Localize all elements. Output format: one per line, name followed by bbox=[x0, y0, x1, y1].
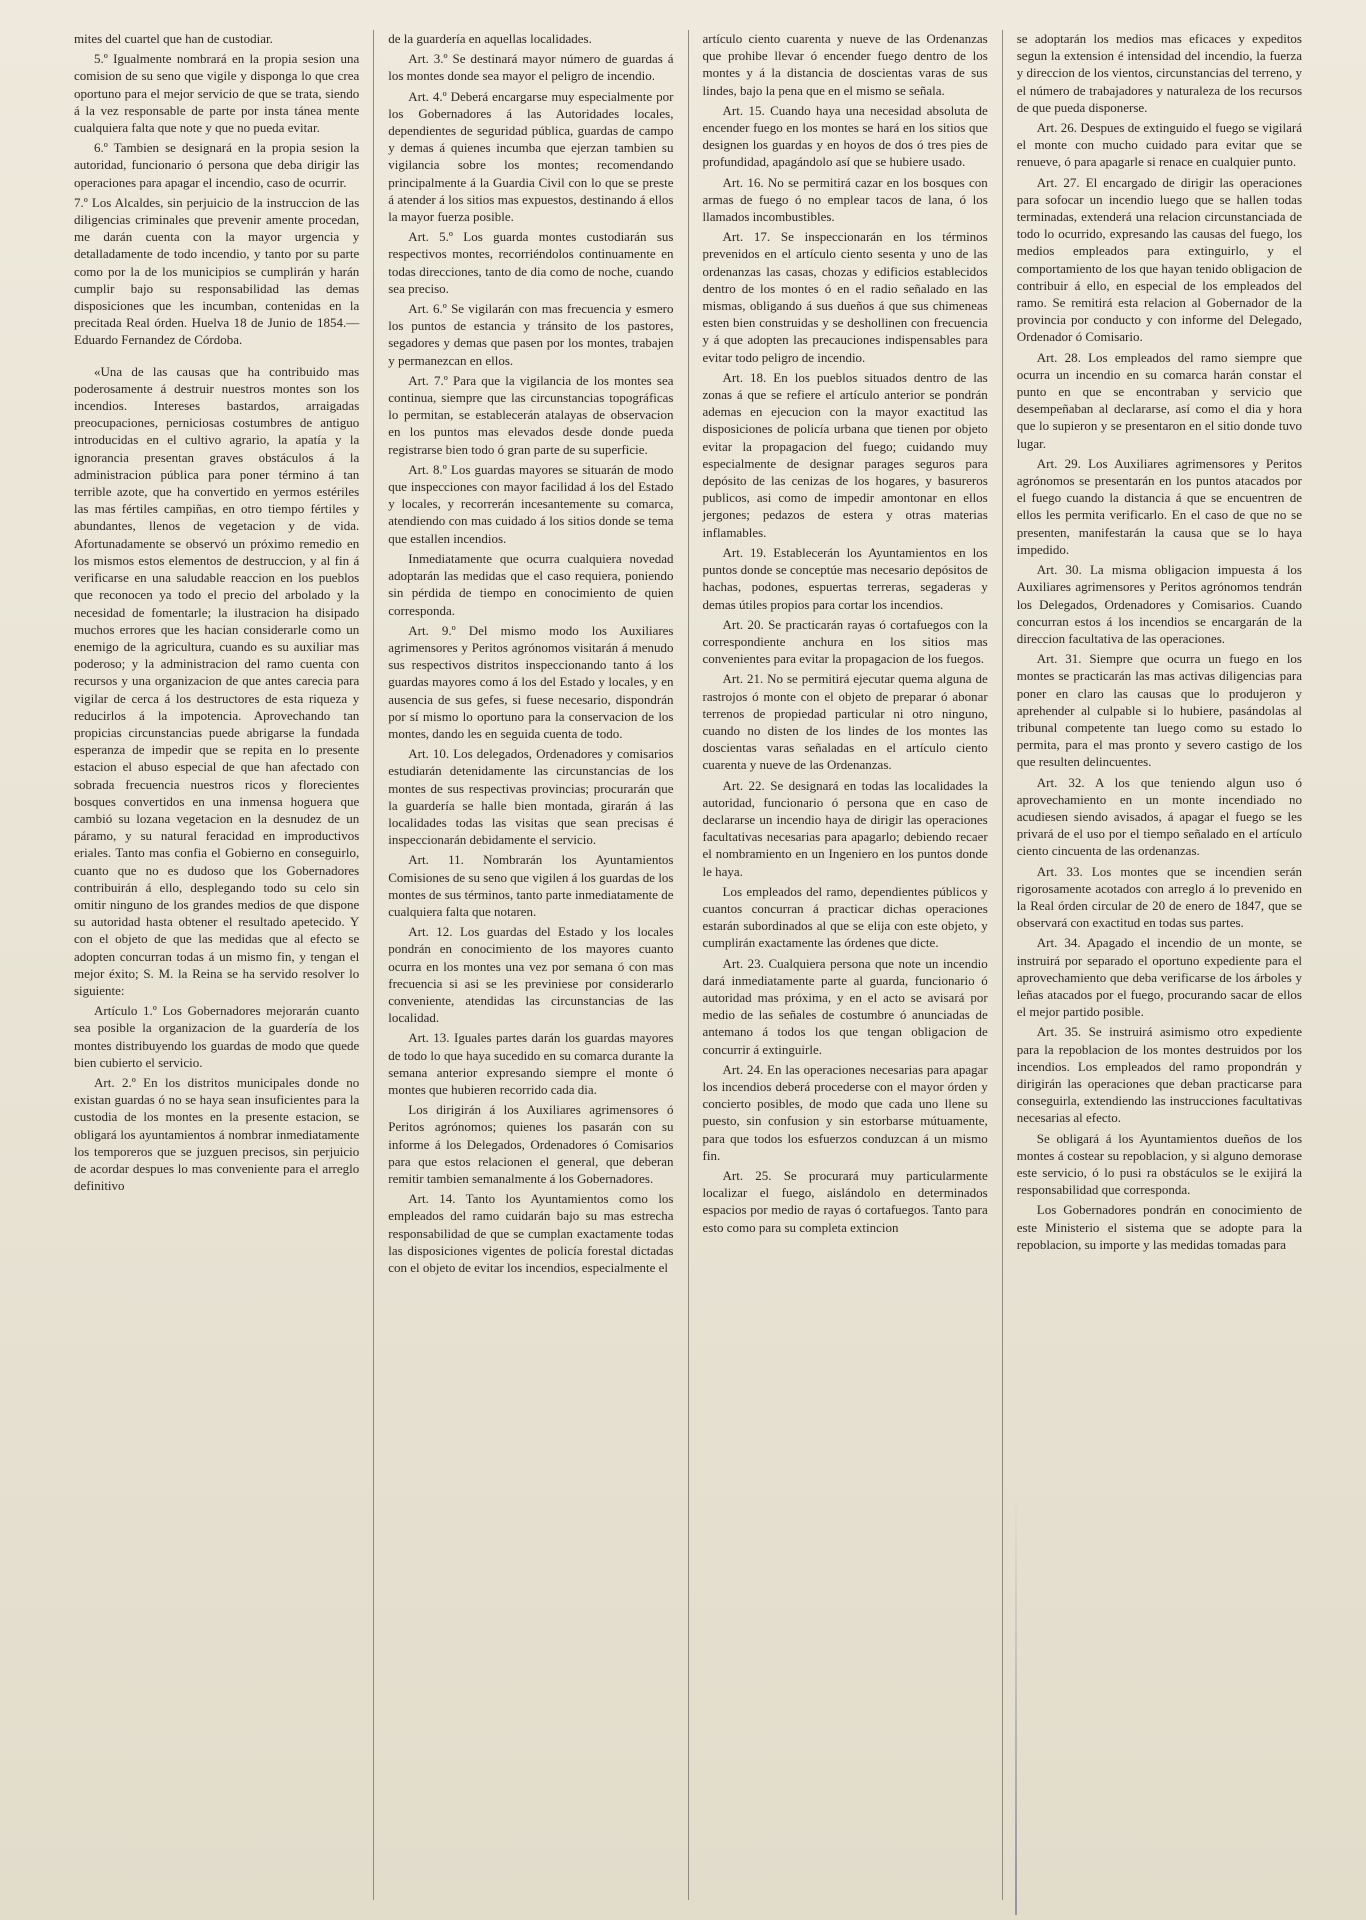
paragraph: Art. 13. Iguales partes darán los guardas mayores de todo lo que haya sucedido en su comarca durante la semana anterior expresando siempre el monte ó montes que hubieren recorrido cada dia. bbox=[388, 1030, 674, 1097]
paragraph: Art. 6.º Se vigilarán con mas frecuencia y esmero los puntos de estancia y tránsito de los pastores, segadores y demas que pasen por los montes, trabajen y permanezcan en ellos. bbox=[388, 301, 674, 368]
paragraph: Art. 35. Se instruirá asimismo otro expediente para la repoblacion de los montes destruidos por los incendios. Los empleados del ramo propondrán y dirigirán las operaciones que deban practicarse para conseguirla, extendiendo las instrucciones facultativas necesarias al efecto. bbox=[1016, 1024, 1302, 1126]
paragraph: Art. 19. Establecerán los Ayuntamientos en los puntos donde se conceptúe mas necesario depósitos de hachas, podones, espuertas terreras, segaderas y demas útiles propios para cortar los incendios. bbox=[702, 544, 988, 612]
paragraph: artículo ciento cuarenta y nueve de las Ordenanzas que prohibe llevar ó encender fuego dentro de los montes y á la distancia de doscientas varas de sus lindes, bajo la pena que en el mismo se señala. bbox=[702, 31, 988, 98]
paragraph: Art. 11. Nombrarán los Ayuntamientos Comisiones de su seno que vigilen á los guardas de los montes de sus términos, tanto parte inmediatamente de cualquiera falta que notaren. bbox=[388, 852, 674, 919]
paragraph: Art. 15. Cuando haya una necesidad absoluta de encender fuego en los montes se hará en los sitios que designen los guardas y en hoyos de dos ó tres pies de profundidad, apagándolo así que se hubiere usado. bbox=[702, 102, 988, 170]
paragraph: Los empleados del ramo, dependientes públicos y cuantos concurran á practicar dichas operaciones estarán subordinados al que se elija con este objeto, y cumplirán exactamente las órdenes que dicte. bbox=[702, 883, 988, 951]
paragraph: Art. 31. Siempre que ocurra un fuego en los montes se practicarán las mas activas diligencias para poner en claro las causas que lo produjeron y aprehender al culpable si lo hubiere, pasándolas al tribunal competente tan luego como su estado lo permita, para el mas pronto y severo castigo de los que resulten delincuentes. bbox=[1016, 651, 1302, 770]
column-4 bbox=[1002, 30, 1316, 1900]
paragraph: Art. 27. El encargado de dirigir las operaciones para sofocar un incendio luego que se hallen todas terminadas, extenderá una relacion circunstanciada de todo lo ocurrido, expresando las causas del fuego, los medios empleados para extinguirlo, y el comportamiento de los que hayan tenido obligacion de contribuir á ello, en especial de los empleados del ramo. Se remitirá esta relacion al Gobernador de la provincia por conducto y con informe del Delegado, Ordenador ó Comisario. bbox=[1016, 174, 1302, 345]
paragraph: Se obligará á los Ayuntamientos dueños de los montes á costear su repoblacion, y si alguno demorase este servicio, ó lo pusi ra obstáculos se le exijirá la responsabilidad que corresponda. bbox=[1016, 1130, 1302, 1198]
paragraph: Art. 10. Los delegados, Ordenadores y comisarios estudiarán detenidamente las circunstancias de los montes de sus respectivas provincias; procurarán que la guardería se halle bien montada, girarán á las localidades todas las visitas que sean precisas é inspeccionarán debidamente el servicio. bbox=[388, 746, 674, 848]
paragraph: Inmediatamente que ocurra cualquiera novedad adoptarán las medidas que el caso requiera, poniendo sin pérdida de tiempo en conocimiento de quien corresponda. bbox=[388, 550, 674, 618]
paragraph: mites del cuartel que han de custodiar. bbox=[74, 31, 273, 46]
paragraph: Art. 2.º En los distritos municipales donde no existan guardas ó no se haya sean insuficientes para la custodia de los montes en la presente estacion, se obligará los ayuntamientos á nombrar inmediatamente los temporeros que se juzguen precisos, sin perjuicio de acordar despues lo mas conveniente para el arreglo definitivo bbox=[74, 1074, 360, 1194]
paragraph: Art. 18. En los pueblos situados dentro de las zonas á que se refiere el artículo anterior se pondrán ademas en ejecucion con la mayor exactitud las disposiciones de policía urbana que tienen por objeto evitar la propagacion del fuego; cuidando muy especialmente de designar parages seguros para depósito de las cenizas de los hogares, y basureros publicos, asi como de impedir amontonar en ellos jergones; pedazos de estera y otras materias inflamables. bbox=[702, 369, 988, 540]
paragraph: Art. 21. No se permitirá ejecutar quema alguna de rastrojos ó monte con el objeto de preparar ó abonar terrenos de propiedad particular ni otro ninguno, cuando no disten de los lindes de los montes las doscientas varas señaladas en el artículo ciento cuarenta y nueve de las Ordenanzas. bbox=[702, 671, 988, 773]
paragraph: 7.º Los Alcaldes, sin perjuicio de la instruccion de las diligencias criminales que prevenir amente procedan, me darán cuenta con la mayor urgencia y detalladamente de todo incendio, y tanto por su parte como por la de los municipios se cumplirán y harán cumplir bajo su responsabilidad las demas disposiciones que les incumban, contenidas en la precitada Real órden. Huelva 18 de Junio de 1854.—Eduardo Fernandez de Córdoba. bbox=[74, 194, 360, 348]
paragraph: Art. 5.º Los guarda montes custodiarán sus respectivos montes, recorriéndolos continuamente en todas direcciones, tanto de dia como de noche, cuando sea preciso. bbox=[388, 229, 674, 296]
paragraph: Art. 30. La misma obligacion impuesta á los Auxiliares agrimensores y Peritos agrónomos tendrán los Delegados, Ordenadores y Comisarios. Cuando concurran estos á los incendios se encargarán de la direccion facultativa de las operaciones. bbox=[1016, 562, 1302, 646]
paragraph: se adoptarán los medios mas eficaces y expeditos segun la extension é intensidad del incendio, la fuerza y direccion de los vientos, circunstancias del terreno, y el número de trabajadores y naturaleza de los recursos de que pueda disponerse. bbox=[1016, 31, 1302, 115]
paragraph: 5.º Igualmente nombrará en la propia sesion una comision de su seno que vigile y disponga lo que crea oportuno para el mejor servicio de que se trata, siendo á la vez responsable de parte por insta tánea mente cualquiera falta que note y que no pueda evitar. bbox=[74, 51, 360, 136]
paragraph: Art. 4.º Deberá encargarse muy especialmente por los Gobernadores á las Autoridades locales, dependientes de seguridad pública, guardas de campo y demas á quienes incumba que ejerzan tambien su vigilancia sobre los montes; recomendando principalmente á la Guardia Civil con lo que se preste á atender á los sitios mas expuestos, destinando á ellos la mayor fuerza posible. bbox=[388, 88, 674, 225]
paragraph: Artículo 1.º Los Gobernadores mejorarán cuanto sea posible la organizacion de la guardería de los montes distribuyendo los guardas de modo que quede bien cubierto el servicio. bbox=[74, 1003, 360, 1070]
text-columns bbox=[60, 30, 1316, 1900]
column-3 bbox=[688, 30, 1002, 1900]
paragraph: Art. 12. Los guardas del Estado y los locales pondrán en conocimiento de los mayores cuanto ocurra en los montes una vez por semana ó con mas frecuencia si asi se les previniese por considerarlo conveniente, atendidas las circunstancias de las localidad. bbox=[388, 924, 674, 1026]
paragraph: Art. 23. Cualquiera persona que note un incendio dará inmediatamente parte al guarda, funcionario ó autoridad mas próxima, y en el acto se avisará por medio de las señales de costumbre ó anunciadas de antemano á todos los que tengan obligacion de concurrir á extinguirle. bbox=[702, 955, 988, 1057]
paragraph: Los dirigirán á los Auxiliares agrimensores ó Peritos agrónomos; quienes los pasarán con su informe á los Delegados, Ordenadores ó Comisarios para que estos relacionen el general, que deberan remitir tambien semanalmente á los Gobernadores. bbox=[388, 1102, 674, 1186]
paragraph: Art. 14. Tanto los Ayuntamientos como los empleados del ramo cuidarán bajo su mas estrecha responsabilidad de que se cumplan exactamente todas las disposiciones vigentes de policía forestal dictadas con el objeto de evitar los incendios, especialmente el bbox=[388, 1191, 674, 1276]
paragraph: Art. 3.º Se destinará mayor número de guardas á los montes donde sea mayor el peligro de incendio. bbox=[388, 51, 674, 84]
paragraph: Art. 7.º Para que la vigilancia de los montes sea continua, siempre que las circunstancias topográficas lo permitan, se establecerán atalayas de observacion en los puntos mas elevados desde donde pueda registrarse bien todo ó gran parte de su superficie. bbox=[388, 372, 674, 457]
paragraph: Art. 17. Se inspeccionarán en los términos prevenidos en el artículo ciento sesenta y uno de las ordenanzas las casas, chozas y edificios establecidos dentro de los montes ó en el radio señalado en las mismas, obligando á sus dueños á que sus chimeneas esten bien construidas y se deshollinen con frecuencia y á que adopten las precauciones indispensables para evitar todo peligro de incendio. bbox=[702, 229, 988, 365]
paragraph: Art. 25. Se procurará muy particularmente localizar el fuego, aislándolo en determinados espacios por medio de rayas ó cortafuegos. Tanto para esto como para su completa extincion bbox=[702, 1168, 988, 1235]
paragraph: Art. 16. No se permitirá cazar en los bosques con armas de fuego ó no emplear tacos de lana, ó los llamados incombustibles. bbox=[702, 174, 988, 225]
paragraph: Art. 33. Los montes que se incendien serán rigorosamente acotados con arreglo á lo prevenido en la Real órden circular de 20 de enero de 1847, que se observará con exactitud en todas sus partes. bbox=[1016, 863, 1302, 931]
paragraph: Art. 8.º Los guardas mayores se situarán de modo que inspecciones con mayor facilidad á los del Estado y locales, y recorrerán incesantemente su comarca, atendiendo con mas cuidado á los sitios donde se tema que estallen incendios. bbox=[388, 461, 674, 546]
paragraph: Los Gobernadores pondrán en conocimiento de este Ministerio el sistema que se adopte para la repoblacion, su importe y las medidas tomadas para bbox=[1016, 1202, 1302, 1252]
paragraph: Art. 26. Despues de extinguido el fuego se vigilará el monte con mucho cuidado para evitar que se renueve, ó para apagarle si renace en cualquier punto. bbox=[1016, 120, 1302, 170]
paragraph: de la guardería en aquellas localidades. bbox=[388, 31, 592, 46]
paragraph: Art. 9.º Del mismo modo los Auxiliares agrimensores y Peritos agrónomos visitarán á menudo sus respectivos distritos inspeccionando tanto á los guardas mayores como á los del Estado y locales, y en ausencia de sus gefes, si fuese necesario, dispondrán por sí mismo lo oportuno para la conservacion de los montes, dando les en seguida cuenta de todo. bbox=[388, 622, 674, 741]
paper-fold-mark bbox=[1015, 1495, 1017, 1915]
column-1 bbox=[60, 30, 373, 1900]
paragraph: «Una de las causas que ha contribuido mas poderosamente á destruir nuestros montes son los incendios. Intereses bastardos, arraigadas preocupaciones, perniciosas costumbres de antiguo introducidas en el cultivo agrario, la apatía y la ignorancia presentan graves obstáculos á la administracion pública para poner término á tan terrible azote, que ha convertido en yermos estériles las mas fértiles campiñas, en otro tiempo fértiles y abundantes, llenos de vegetacion y de vida. Afortunadamente se observó un próximo remedio en los mismos estos elementos de destruccion, y al fin á verificarse en una saludable reaccion en los pueblos que reconocen ya todo el precio del arbolado y la necesidad de fomentarle; la ilustracion ha disipado muchos errores que les hacian considerarle como un enemigo de la agricultura, cuando es su auxiliar mas poderoso; y la administracion del ramo cuenta con recursos y una organizacion de que antes carecia para vigilar de cerca á los destructores de esta riqueza y reducirlos á la impotencia. Aprovechando tan propicias circunstancias puede abrigarse la fundada esperanza de impedir que se repita en lo presente estacion el abuso especial de que han afectado con sobrada frecuencia nuestros ricos y florecientes bosques convertidos en una inmensa hoguera que cambió su lozana vegetacion en la desnudez de un páramo, y su natural feracidad en improductivos eriales. Tanto mas confia el Gobierno en conseguirlo, cuanto que no es dudoso que los Gobernadores contribuirán á ello, desplegando todo su celo sin omitir ninguno de los grandes medios de que dispone su autoridad hasta obtener el resultado apetecido. Y con el objeto de que las medidas que al efecto se adopten concurran todas á un mismo fin, y tengan el mejor éxito; S. M. la Reina se ha servido resolver lo siguiente: bbox=[74, 363, 360, 998]
paragraph: Art. 34. Apagado el incendio de un monte, se instruirá por separado el oportuno expediente para el aprovechamiento que deba verificarse de los árboles y leñas atacados por el fuego, procurando sacar de ellos el mejor partido posible. bbox=[1016, 935, 1302, 1020]
paragraph: Art. 28. Los empleados del ramo siempre que ocurra un incendio en su comarca harán constar el punto en que se encontraban y servicio que desempeñaban al declararse, así como el dia y hora que lo supieron y se presentaron en el sitio donde tuvo lugar. bbox=[1016, 349, 1302, 451]
column-2 bbox=[373, 30, 687, 1900]
paragraph: Art. 32. A los que teniendo algun uso ó aprovechamiento en un monte incendiado no acudiesen siendo avisados, á apagar el fuego se les privará de el uso por el tiempo señalado en el artículo ciento cincuenta de las ordenanzas. bbox=[1016, 774, 1302, 859]
paragraph: Art. 24. En las operaciones necesarias para apagar los incendios deberá procederse con el mayor órden y concierto posibles, de modo que cada uno llene su puesto, sin confusion y sin estorbarse mútuamente, para que todos los esfuerzos conduzcan á un mismo fin. bbox=[702, 1061, 988, 1163]
paragraph: Art. 22. Se designará en todas las localidades la autoridad, funcionario ó persona que en caso de declararse un incendio haya de dirigir las operaciones facultativas necesarias para apagarlo; debiendo recaer el nombramiento en un Ingeniero en los puntos donde le haya. bbox=[702, 777, 988, 879]
paragraph: 6.º Tambien se designará en la propia sesion la autoridad, funcionario ó persona que deba dirigir las operaciones para apagar el incendio, caso de ocurrir. bbox=[74, 140, 360, 190]
paragraph: Art. 29. Los Auxiliares agrimensores y Peritos agrónomos se presentarán en los puntos atacados por el fuego cuando la distancia á que se encuentren de ellos les permita verificarlo. En el caso de que no se presenten, manifestarán la causa que se lo haya impedido. bbox=[1016, 455, 1302, 557]
paragraph: Art. 20. Se practicarán rayas ó cortafuegos con la correspondiente anchura en los sitios mas convenientes para evitar la propagacion de los fuegos. bbox=[702, 616, 988, 667]
